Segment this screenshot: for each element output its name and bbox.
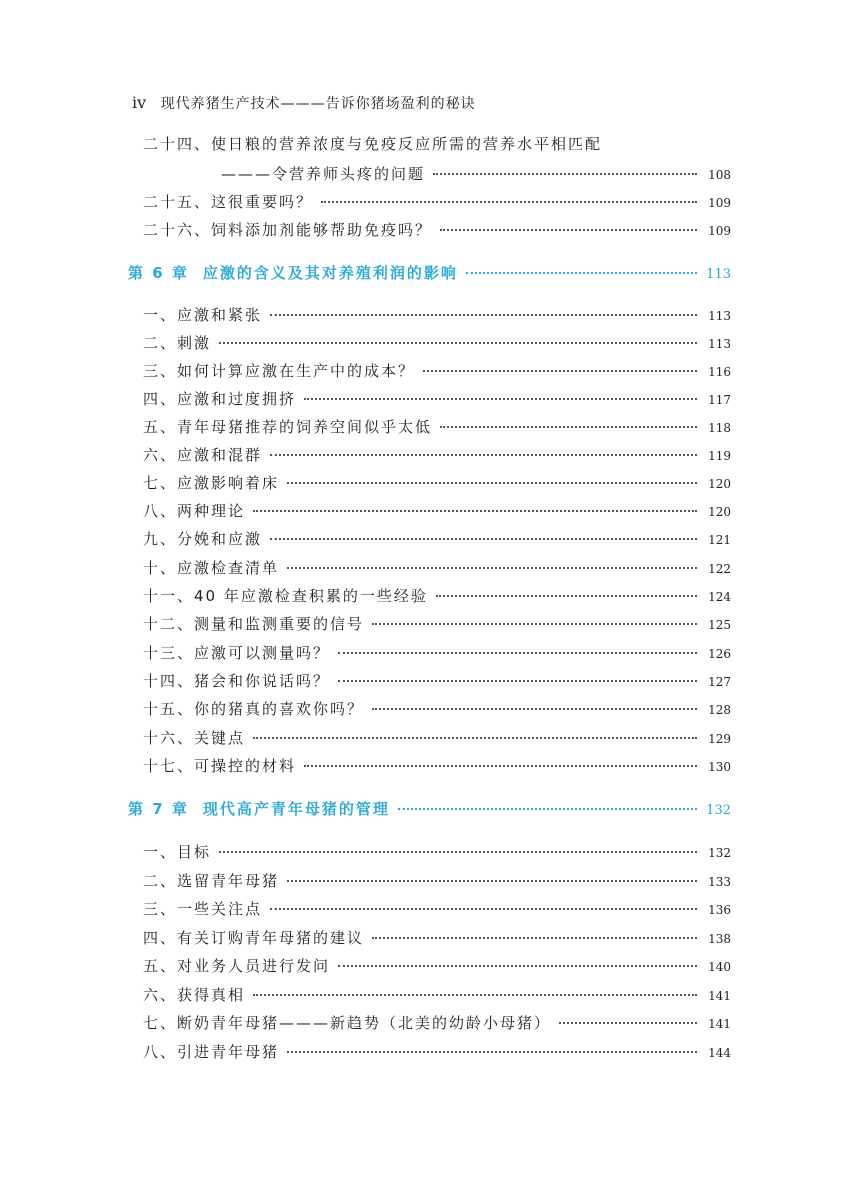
book-title: 现代养猪生产技术———告诉你猪场盈利的秘诀	[160, 96, 476, 112]
leader-dots	[338, 652, 697, 654]
toc-entry-label: 十二、测量和监测重要的信号	[143, 615, 365, 633]
toc-entry-label: 八、两种理论	[143, 502, 246, 520]
toc-page-number: 118	[708, 421, 731, 435]
toc-entry[interactable]	[143, 927, 731, 947]
leader-dots	[287, 880, 697, 882]
leader-dots	[338, 965, 697, 967]
toc-entry[interactable]	[143, 557, 731, 577]
toc-entry-label: 四、应激和过度拥挤	[143, 390, 297, 408]
toc-page-number: 108	[708, 168, 731, 182]
toc-page-number: 128	[708, 703, 731, 717]
toc-page-number: 113	[708, 337, 731, 351]
toc-entry[interactable]	[143, 444, 731, 464]
leader-dots	[270, 908, 697, 910]
toc-page-number: 133	[708, 875, 731, 889]
toc-entry-label: 十一、40 年应激检查积累的一些经验	[143, 587, 428, 605]
leader-dots	[287, 482, 697, 484]
toc-page-number: 117	[708, 393, 731, 407]
chapter-title: 现代高产青年母猪的管理	[202, 800, 390, 818]
toc-entry-label: 十七、可操控的材料	[143, 757, 297, 775]
toc-entry-label: 八、引进青年母猪	[143, 1043, 280, 1061]
toc-entry-label: 五、青年母猪推荐的饲养空间似乎太低	[143, 418, 433, 436]
leader-dots	[436, 595, 697, 597]
toc-entry-label: 一、应激和紧张	[143, 306, 263, 324]
toc-entry-label: 十四、猪会和你说话吗？	[143, 672, 331, 690]
toc-entry[interactable]	[143, 1041, 731, 1061]
toc-entry[interactable]	[143, 332, 731, 352]
toc-entry-label: 六、应激和混群	[143, 446, 263, 464]
leader-dots	[440, 229, 697, 231]
toc-entry[interactable]	[143, 984, 731, 1004]
leader-dots	[287, 1051, 697, 1053]
chapter-page-number: 113	[706, 267, 731, 282]
toc-entry-label: 五、对业务人员进行发问	[143, 957, 331, 975]
toc-entry[interactable]	[143, 955, 731, 975]
toc-entry[interactable]	[143, 841, 731, 861]
toc-entry-label: 九、分娩和应激	[143, 530, 263, 548]
toc-page-number: 138	[708, 932, 731, 946]
toc-entry-label: ———令营养师头疼的问题	[221, 165, 426, 183]
leader-dots	[433, 173, 697, 175]
toc-page-number: 109	[708, 224, 731, 238]
toc-entry[interactable]	[143, 698, 731, 718]
leader-dots	[270, 314, 697, 316]
toc-entry-24-sub[interactable]	[221, 163, 731, 183]
toc-entry[interactable]	[143, 670, 731, 690]
toc-entry[interactable]	[143, 500, 731, 520]
chapter-number: 第 7 章	[128, 800, 189, 818]
toc-entry-24[interactable]	[143, 133, 602, 154]
leader-dots	[372, 708, 697, 710]
toc-entry[interactable]	[143, 416, 731, 436]
toc-entry-label: 十、应激检查清单	[143, 559, 280, 577]
toc-page-number: 119	[708, 449, 731, 463]
toc-entry[interactable]	[143, 755, 731, 775]
leader-dots	[219, 342, 697, 344]
toc-entry[interactable]	[143, 870, 731, 890]
toc-page-number: 116	[708, 365, 731, 379]
leader-dots	[253, 994, 697, 996]
toc-entry-label: 二十五、这很重要吗？	[143, 193, 314, 211]
toc-entry-label: 六、获得真相	[143, 986, 246, 1004]
toc-entry-label: 三、如何计算应激在生产中的成本？	[143, 362, 416, 380]
toc-entry-label: 十六、关键点	[143, 729, 246, 747]
toc-page-number: 120	[708, 477, 731, 491]
toc-entry[interactable]	[143, 642, 731, 662]
toc-entry[interactable]	[143, 898, 731, 918]
toc-page-number: 113	[708, 309, 731, 323]
toc-entry[interactable]	[143, 1012, 731, 1032]
toc-page-number: 124	[708, 590, 731, 604]
toc-entry[interactable]	[143, 304, 731, 324]
toc-entry-label: 三、一些关注点	[143, 900, 263, 918]
toc-page-number: 129	[708, 732, 731, 746]
leader-dots	[372, 623, 697, 625]
toc-page-number: 144	[708, 1046, 731, 1060]
chapter-6-heading[interactable]	[128, 262, 731, 284]
toc-entry-label: 二十六、饲料添加剂能够帮助免疫吗？	[143, 221, 433, 239]
leader-dots	[466, 272, 697, 274]
toc-entry-label: 四、有关订购青年母猪的建议	[143, 929, 365, 947]
chapter-title: 应激的含义及其对养殖利润的影响	[202, 264, 458, 282]
leader-dots	[253, 737, 697, 739]
toc-entry[interactable]	[143, 528, 731, 548]
toc-page-number: 130	[708, 760, 731, 774]
toc-page-number: 125	[708, 618, 731, 632]
leader-dots	[398, 808, 697, 810]
toc-entry-26[interactable]	[143, 219, 731, 239]
toc-page-number: 140	[708, 960, 731, 974]
toc-entry-label: 十五、你的猪真的喜欢你吗？	[143, 700, 365, 718]
toc-page-number: 132	[708, 846, 731, 860]
toc-page-number: 109	[708, 196, 731, 210]
toc-entry[interactable]	[143, 613, 731, 633]
leader-dots	[321, 201, 697, 203]
toc-page-number: 121	[708, 533, 731, 547]
toc-page-number: 141	[708, 989, 731, 1003]
toc-page-number: 127	[708, 675, 731, 689]
leader-dots	[304, 765, 697, 767]
leader-dots	[287, 567, 697, 569]
toc-page-number: 122	[708, 562, 731, 576]
toc-entry-label: 二十四、使日粮的营养浓度与免疫反应所需的营养水平相匹配	[143, 135, 603, 153]
leader-dots	[559, 1022, 697, 1024]
toc-entry[interactable]	[143, 727, 731, 747]
running-header	[132, 93, 476, 113]
toc-entry[interactable]	[143, 472, 731, 492]
leader-dots	[270, 538, 697, 540]
toc-entry[interactable]	[143, 388, 731, 408]
page-number: ⅳ	[132, 93, 148, 112]
chapter-number: 第 6 章	[128, 264, 189, 282]
chapter-page-number: 132	[706, 803, 731, 818]
leader-dots	[440, 426, 697, 428]
toc-page-number: 126	[708, 647, 731, 661]
toc-entry[interactable]	[143, 360, 731, 380]
leader-dots	[338, 680, 697, 682]
leader-dots	[219, 851, 697, 853]
toc-page-number: 141	[708, 1017, 731, 1031]
toc-entry-label: 一、目标	[143, 843, 212, 861]
chapter-7-heading[interactable]	[128, 798, 731, 820]
toc-entry-label: 七、断奶青年母猪———新趋势（北美的幼龄小母猪）	[143, 1014, 552, 1032]
toc-page-number: 120	[708, 505, 731, 519]
leader-dots	[372, 937, 697, 939]
toc-page-number: 136	[708, 903, 731, 917]
toc-entry-label: 二、刺激	[143, 334, 212, 352]
toc-entry-label: 二、选留青年母猪	[143, 872, 280, 890]
leader-dots	[253, 510, 697, 512]
toc-entry-25[interactable]	[143, 191, 731, 211]
toc-entry-label: 七、应激影响着床	[143, 474, 280, 492]
leader-dots	[423, 370, 697, 372]
leader-dots	[304, 398, 697, 400]
toc-entry-label: 十三、应激可以测量吗？	[143, 644, 331, 662]
leader-dots	[270, 454, 697, 456]
toc-entry[interactable]	[143, 585, 731, 605]
